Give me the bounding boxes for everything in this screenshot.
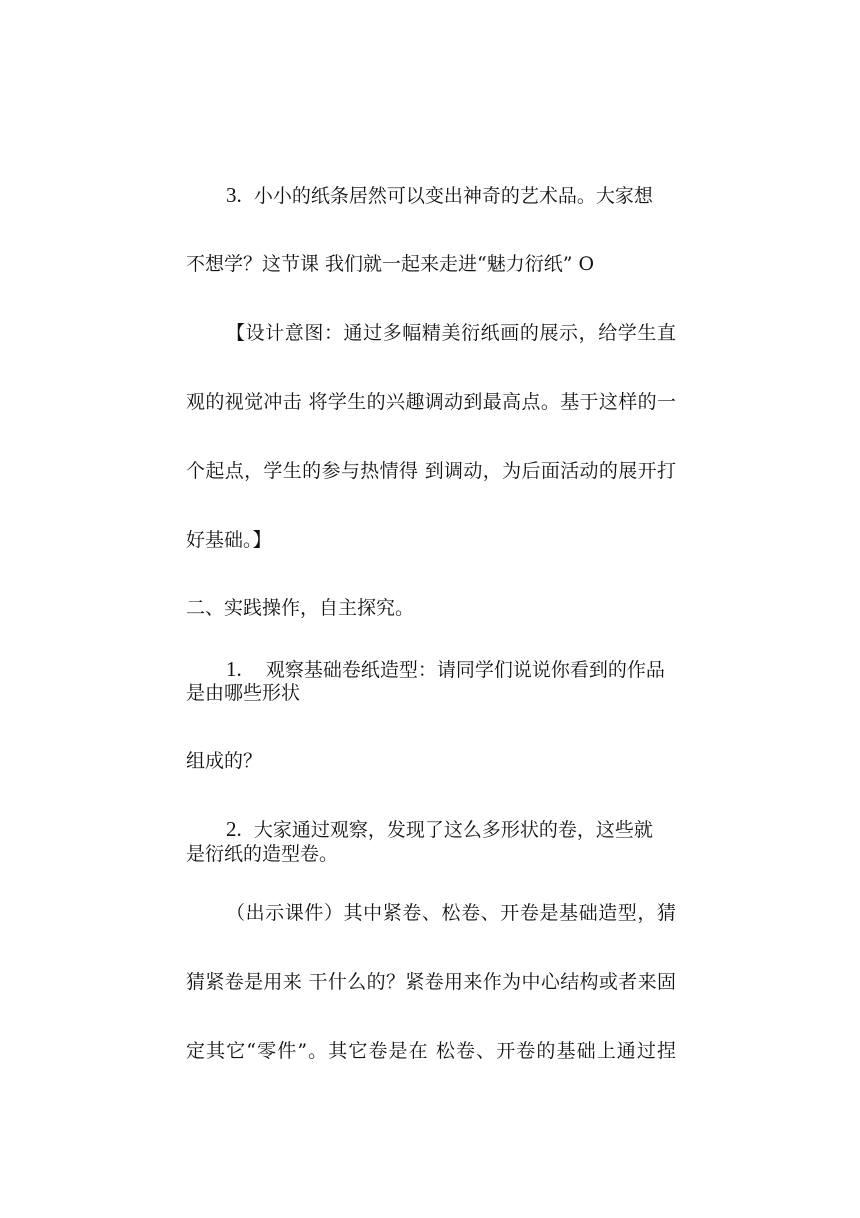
paragraph-3-line-2: 是由哪些形状	[186, 682, 301, 704]
paragraph-5-line-2: 猜紧卷是用来 干什么的？紧卷用来作为中心结构或者来固	[186, 971, 676, 993]
design-intent-line-1: 【设计意图：通过多幅精美衍纸画的展示，给学生直	[226, 322, 676, 344]
paragraph-5-line-3: 定其它“零件”。其它卷是在 松卷、开卷的基础上通过捏	[186, 1040, 676, 1062]
list-number: 2.	[226, 817, 242, 841]
design-intent-line-2: 观的视觉冲击 将学生的兴趣调动到最高点。基于这样的一	[186, 391, 676, 413]
paragraph-1-line-2: 不想学？这节课 我们就一起来走进“魅力衍纸” O	[186, 253, 595, 275]
paragraph-text: 小小的纸条居然可以变出神奇的艺术品。大家想	[253, 185, 653, 207]
paragraph-3-line-3: 组成的？	[186, 750, 263, 772]
design-intent-line-4: 好基础。】	[186, 529, 272, 551]
paragraph-text: 大家通过观察，发现了这么多形状的卷，这些就	[253, 819, 653, 841]
paragraph-5-line-1: （出示课件）其中紧卷、松卷、开卷是基础造型，猜	[226, 902, 676, 924]
paragraph-4-line-2: 是衍纸的造型卷。	[186, 843, 339, 865]
list-number: 1.	[226, 657, 242, 681]
paragraph-4-line-1	[226, 817, 676, 842]
paragraph-text: 观察基础卷纸造型：请同学们说说你看到的作品	[265, 659, 665, 681]
list-number: 3.	[226, 183, 242, 207]
section-heading: 二、实践操作，自主探究。	[186, 597, 415, 619]
design-intent-line-3: 个起点，学生的参与热情得 到调动，为后面活动的展开打	[186, 460, 676, 482]
paragraph-3-line-1	[226, 657, 676, 682]
paragraph-1-line-1	[226, 183, 676, 208]
